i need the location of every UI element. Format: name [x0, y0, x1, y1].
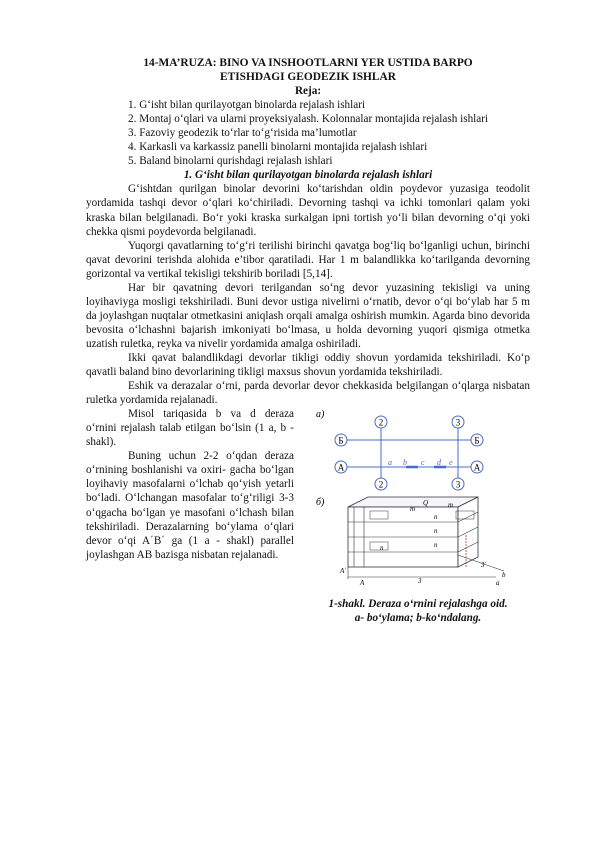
mark-n3: n — [434, 541, 438, 550]
mark-d: d — [437, 458, 441, 468]
axis-label-b-left: Б — [338, 435, 344, 446]
two-column-block — [86, 407, 530, 625]
paragraph: Misol tariqasida b va d deraza o‘rnini rejalash talab etilgan bo‘lsin (1 a, b - shakl). — [86, 408, 294, 449]
mark-c: c — [421, 458, 425, 468]
figure-label-b: б) — [316, 497, 325, 509]
mark-a-prime: A΄ — [340, 567, 347, 576]
mark-n1: n — [434, 513, 438, 522]
mark-e: e — [449, 458, 453, 468]
axis-label-3-bottom: 3 — [455, 479, 461, 490]
paragraph: Ikki qavat balandlikdagi devorlar tikligi oddiy shovun yordamida tekshiriladi. Ko‘p qavatli baland bino devorlarining tikligi maxsus shovun yordamida tekshiriladi. — [86, 351, 530, 379]
mark-n2: n — [434, 527, 438, 536]
axis-label-a-right: А — [473, 462, 481, 473]
mark-3-prime: 3΄ — [481, 561, 487, 570]
figure-caption-line1: 1-shakl. Deraza o‘rnini rejalashga oid. — [328, 598, 508, 611]
axis-label-b-right: Б — [474, 435, 480, 446]
plan-item: 3. Fazoviy geodezik to‘rlar to‘g‘risida ma’lumotlar — [128, 127, 357, 140]
mark-m-right: m — [448, 501, 454, 510]
paragraph: G‘ishtdan qurilgan binolar devorini ko‘tarishdan oldin poydevor yuzasiga teodolit yordamida tashqi devor o‘qlari ko‘chiriladi. Devorning tashqi va ichki tomonlari qalam yoki kraska bilan belgilanadi. Bo‘r yoki kraska surkalgan ipni tortish yo‘li bilan devorning o‘qi yoki chekka qismi poydevorda belgilanadi. — [86, 183, 530, 238]
mark-b: b — [403, 458, 407, 468]
mark-a: a — [388, 458, 392, 468]
figure-1 — [306, 407, 530, 625]
axis-label-3-top: 3 — [455, 417, 461, 428]
left-column — [86, 407, 294, 562]
lecture-title-line2: ETISHDAGI GEODEZIK ISHLAR — [220, 71, 396, 84]
paragraph: Buning uchun 2-2 o‘qdan deraza o‘rnining boshlanishi va oxiri- gacha bo‘lgan loyihaviy masofalarni o‘lchab qo‘yish yetarli bo‘ladi. O‘lchangan masofalar to‘g‘riligi 3-3 o‘qgacha bo‘lgan ye masofani o‘lchash bilan tekshiriladi. Derazalarning bo‘ylama o‘qlari devor o‘qi A΄B΄ ga (1 a - shakl) parallel joylashgan AB bazisga nisbatan rejalanadi. — [86, 450, 294, 561]
plan-item: 2. Montaj o‘qlari va ularni proyeksiyalash. Kolonnalar montajida rejalash ishlari — [128, 113, 489, 126]
mark-a-letter: a — [496, 579, 500, 588]
mark-m-left: m — [410, 505, 416, 514]
mark-axis-a-bottom: А — [360, 579, 365, 588]
axis-label-2-bottom: 2 — [378, 479, 384, 490]
paragraph: Har bir qavatning devori terilgandan so‘ng devor yuzasining tekisligi va uning loyihaviyga mosligi tekshiriladi. Buni devor ustiga nivelirni o‘rnatib, devor o‘qi bo‘ylab har 5 m da joylashgan nuqtalar otmetkasini aniqlash orqali amalga oshirish mumkin. Agarda bino devorida bevosita o‘lchashni bajarish imkoniyati bo‘lmasa, u holda devorning yuqori qismiga otmetka uzatish ruletka, reyka va nivelir yordamida amalga oshiriladi. — [86, 281, 530, 350]
figure-caption-line2: a- bo‘ylama; b-ko‘ndalang. — [354, 612, 482, 625]
plan-item: 4. Karkasli va karkassiz panelli binolarni montajida rejalash ishlari — [128, 141, 428, 154]
document-page — [86, 56, 530, 625]
window-layout-diagram — [306, 407, 530, 593]
paragraph: Yuqorgi qavatlarning to‘g‘ri terilishi birinchi qavatga bog‘liq bo‘lganligi uchun, birinchi qavat devorini terishda alohida e’tibor qaratiladi. Har 1 m balandlikka ko‘tarilganda devorning gorizontal va vertikal tekisligi tekshirib boriladi [5,14]. — [86, 239, 530, 280]
mark-q: Q — [423, 499, 429, 508]
mark-axis-3-bottom: 3 — [418, 577, 422, 586]
mark-b-letter: b — [502, 571, 506, 580]
axis-label-a-left: А — [337, 462, 345, 473]
plan-heading: Reja: — [294, 85, 322, 98]
mark-n4: n — [380, 544, 384, 553]
plan-item: 5. Baland binolarni qurishdagi rejalash ishlari — [128, 155, 333, 168]
figure-label-a: a) — [316, 409, 325, 421]
lecture-title-line1: 14-MA’RUZA: BINO VA INSHOOTLARNI YER USTIDA BARPO — [143, 57, 473, 69]
plan-item: 1. G‘isht bilan qurilayotgan binolarda rejalash ishlari — [128, 99, 366, 112]
section-title: 1. G‘isht bilan qurilayotgan binolarda rejalash ishlari — [183, 169, 433, 182]
axis-label-2-top: 2 — [378, 417, 384, 428]
paragraph: Eshik va derazalar o‘rni, parda devorlar devor chekkasida belgilangan o‘qlarga nisbatan ruletka yordamida rejalanadi. — [86, 380, 530, 407]
